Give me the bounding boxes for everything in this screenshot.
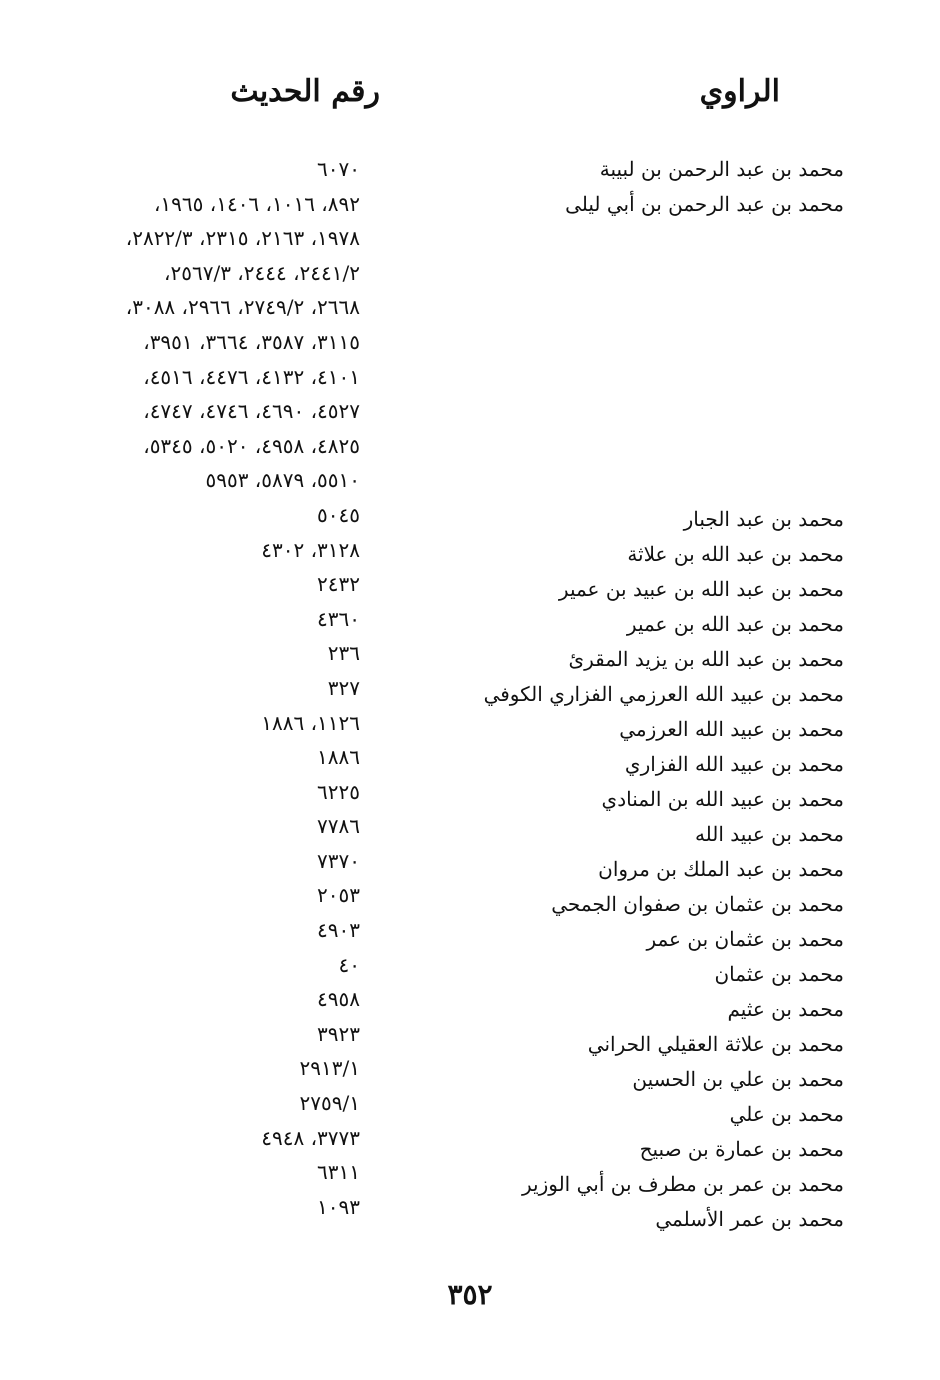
hadith-numbers: ١٩٧٨، ٢١٦٣، ٢٣١٥، ٢٨٢٢/٣، xyxy=(125,226,360,251)
hadith-numbers: ٣١١٥، ٣٥٨٧، ٣٦٦٤، ٣٩٥١، xyxy=(143,329,360,354)
hadith-numbers: ٣١٢٨، ٤٣٠٢ xyxy=(261,537,360,562)
narrator-name-continuation xyxy=(444,362,844,397)
narrator-name: محمد بن عبيد الله بن المنادي xyxy=(601,787,844,811)
table-header xyxy=(0,74,940,124)
hadith-numbers: ٧٣٧٠ xyxy=(317,848,360,873)
hadith-numbers: ٢٩١٣/١ xyxy=(299,1056,360,1081)
hadith-numbers: ١٨٨٦ xyxy=(317,745,360,770)
hadith-numbers: ٨٩٢، ١٠١٦، ١٤٠٦، ١٩٦٥، xyxy=(153,191,360,216)
hadith-numbers: ٢٧٥٩/١ xyxy=(299,1091,360,1116)
hadith-numbers: ٤٩٠٣ xyxy=(317,918,360,943)
page-number: ٣٥٢ xyxy=(447,1278,493,1311)
hadith-numbers: ٤١٠١، ٤١٣٢، ٤٤٧٦، ٤٥١٦، xyxy=(143,364,360,389)
hadith-numbers: ٢٠٥٣ xyxy=(317,883,360,908)
narrator-name: محمد بن عبيد الله العرزمي xyxy=(619,717,844,741)
hadith-numbers: ٤٣٦٠ xyxy=(317,606,360,631)
narrator-name: محمد بن علاثة العقيلي الحراني xyxy=(587,1032,844,1056)
hadith-numbers: ١١٢٦، ١٨٨٦ xyxy=(261,710,360,735)
narrator-name: محمد بن عبيد الله xyxy=(694,822,844,846)
narrator-name: محمد بن عبد الملك بن مروان xyxy=(598,857,844,881)
narrator-name-continuation xyxy=(444,327,844,362)
narrator-column-header: الراوي xyxy=(699,74,780,109)
narrator-name: محمد بن عثمان بن صفوان الجمحي xyxy=(551,892,844,916)
narrator-name-continuation xyxy=(444,397,844,432)
narrator-name: محمد بن عثيم xyxy=(727,997,844,1021)
hadith-numbers: ٢٤٤١/٢، ٢٤٤٤، ٢٥٦٧/٣، xyxy=(164,260,360,285)
hadith-numbers: ٤٠ xyxy=(338,952,360,977)
hadith-numbers: ٦٢٢٥ xyxy=(317,779,360,804)
narrator-name-continuation xyxy=(444,467,844,502)
narrator-name: محمد بن عثمان بن عمر xyxy=(646,927,844,951)
hadith-numbers: ٢٤٣٢ xyxy=(317,572,360,597)
narrator-name: محمد بن عمارة بن صبيح xyxy=(639,1137,844,1161)
hadith-numbers-column xyxy=(70,152,360,1224)
hadith-number-column-header: رقم الحديث xyxy=(230,74,380,109)
hadith-numbers: ٤٨٢٥، ٤٩٥٨، ٥٠٢٠، ٥٣٤٥، xyxy=(143,433,360,458)
narrator-name: محمد بن علي xyxy=(729,1102,844,1126)
hadith-numbers: ٧٧٨٦ xyxy=(317,814,360,839)
hadith-numbers: ٢٣٦ xyxy=(327,641,360,666)
narrator-name: محمد بن عبد الله بن يزيد المقرئ xyxy=(568,647,844,671)
narrator-name-continuation xyxy=(444,292,844,327)
narrator-name-continuation xyxy=(444,257,844,292)
narrator-name: محمد بن عبد الله بن عبيد بن عمير xyxy=(558,577,844,601)
hadith-numbers: ٦٠٧٠ xyxy=(317,157,360,181)
narrator-name: محمد بن عبد الله بن عمير xyxy=(626,612,844,636)
narrator-name-continuation xyxy=(444,222,844,257)
narrator-name: محمد بن علي بن الحسين xyxy=(632,1067,844,1091)
narrator-name: محمد بن عبد الرحمن بن أبي ليلى xyxy=(565,192,844,216)
narrator-name: محمد بن عبد الجبار xyxy=(683,507,844,531)
hadith-numbers: ٤٩٥٨ xyxy=(317,987,360,1012)
narrator-name: محمد بن عثمان xyxy=(714,962,844,986)
hadith-numbers: ١٠٩٣ xyxy=(317,1194,360,1219)
hadith-numbers: ٥٠٤٥ xyxy=(317,502,360,527)
hadith-numbers: ٣٢٧ xyxy=(327,675,360,700)
hadith-numbers: ٥٥١٠، ٥٨٧٩، ٥٩٥٣ xyxy=(205,468,360,493)
narrator-name: محمد بن عمر بن مطرف بن أبي الوزير xyxy=(521,1172,844,1196)
narrator-names-column xyxy=(444,152,844,1237)
narrator-name: محمد بن عمر الأسلمي xyxy=(655,1207,844,1231)
narrator-name: محمد بن عبيد الله العرزمي الفزاري الكوفي xyxy=(483,682,844,706)
narrator-name: محمد بن عبد الرحمن بن لبيبة xyxy=(599,157,844,181)
hadith-numbers: ٣٩٢٣ xyxy=(317,1021,360,1046)
hadith-numbers: ٦٣١١ xyxy=(317,1160,360,1185)
narrator-name: محمد بن عبيد الله الفزاري xyxy=(624,752,844,776)
hadith-numbers: ٣٧٧٣، ٤٩٤٨ xyxy=(261,1125,360,1150)
hadith-numbers: ٢٦٦٨، ٢٧٤٩/٢، ٢٩٦٦، ٣٠٨٨، xyxy=(125,295,360,320)
narrator-name-continuation xyxy=(444,432,844,467)
narrator-name: محمد بن عبد الله بن علاثة xyxy=(627,542,844,566)
hadith-numbers: ٤٥٢٧، ٤٦٩٠، ٤٧٤٦، ٤٧٤٧، xyxy=(143,399,360,424)
